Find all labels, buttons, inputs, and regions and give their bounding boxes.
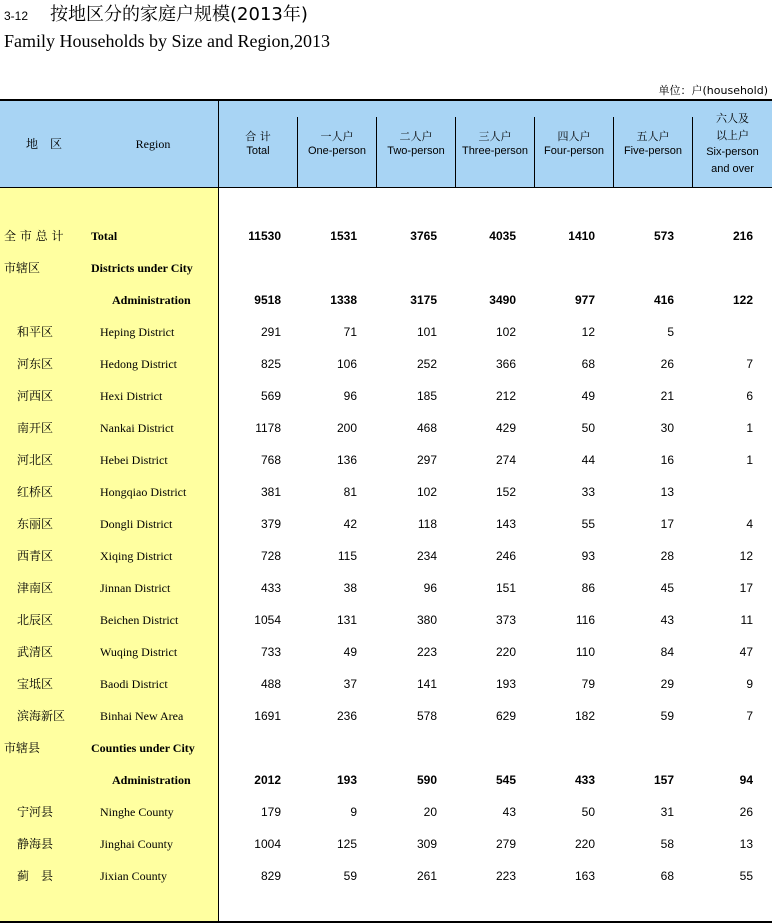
- divider-header: [613, 117, 614, 187]
- cell-value: 1: [746, 421, 753, 435]
- header-six-cn-line1: 六人及: [716, 112, 749, 125]
- cell-value: 5: [667, 325, 674, 339]
- region-name-en: Hongqiao District: [100, 485, 187, 499]
- cell-value: 488: [260, 677, 281, 691]
- cell-value: 4: [746, 517, 753, 531]
- cell-value: 1338: [330, 293, 357, 307]
- cell-value: 379: [260, 517, 281, 531]
- region-name-en: Counties under City: [91, 741, 195, 755]
- cell-value: 58: [660, 837, 674, 851]
- cell-value: 429: [495, 421, 516, 435]
- region-name-en: Xiqing District: [100, 549, 173, 563]
- region-name-cn: 西青区: [17, 549, 54, 563]
- divider-header: [534, 117, 535, 187]
- divider-header: [297, 117, 298, 187]
- header-two-person: [377, 101, 455, 187]
- header-one-en: One-person: [307, 145, 367, 157]
- cell-value: 116: [575, 613, 595, 627]
- cell-value: 1691: [254, 709, 281, 723]
- cell-value: 16: [660, 453, 674, 467]
- region-name-en: Jinghai County: [100, 837, 174, 851]
- cell-value: 93: [581, 549, 595, 563]
- cell-value: 33: [581, 485, 595, 499]
- region-name-cn: 市辖县: [4, 741, 41, 755]
- cell-value: 9: [746, 677, 753, 691]
- cell-value: 236: [336, 709, 357, 723]
- region-name-cn: 红桥区: [17, 485, 54, 499]
- cell-value: 118: [417, 517, 437, 531]
- region-name-en: Administration: [112, 293, 191, 307]
- cell-value: 94: [739, 773, 753, 787]
- cell-value: 3765: [410, 229, 437, 243]
- cell-value: 59: [343, 869, 357, 883]
- header-six-en-line2: and over: [711, 163, 754, 175]
- cell-value: 43: [502, 805, 516, 819]
- table-row: [0, 476, 772, 508]
- cell-value: 68: [581, 357, 595, 371]
- cell-value: 6: [746, 389, 753, 403]
- region-name-cn: 宁河县: [17, 805, 54, 819]
- cell-value: 590: [416, 773, 437, 787]
- cell-value: 182: [574, 709, 595, 723]
- cell-value: 1178: [255, 421, 281, 435]
- cell-value: 84: [660, 645, 674, 659]
- table-title-en: Family Households by Size and Region,2013: [4, 31, 330, 51]
- region-name-cn: 市辖区: [4, 261, 41, 275]
- cell-value: 68: [660, 869, 674, 883]
- region-name-cn: 和平区: [17, 325, 54, 339]
- table-row: [0, 732, 772, 764]
- cell-value: 193: [495, 677, 516, 691]
- cell-value: 163: [574, 869, 595, 883]
- cell-value: 110: [575, 645, 595, 659]
- unit-label: 单位：户(household): [658, 84, 768, 97]
- header-three-person: [456, 101, 534, 187]
- cell-value: 79: [581, 677, 595, 691]
- cell-value: 3175: [410, 293, 437, 307]
- cell-value: 151: [495, 581, 516, 595]
- cell-value: 291: [260, 325, 281, 339]
- header-four-person: [535, 101, 613, 187]
- cell-value: 47: [739, 645, 753, 659]
- table-title-chinese: 按地区分的家庭户规模(2013年): [50, 4, 308, 25]
- cell-value: 21: [660, 389, 674, 403]
- table-row: [0, 572, 772, 604]
- cell-value: 733: [260, 645, 281, 659]
- cell-value: 102: [495, 325, 516, 339]
- cell-value: 433: [260, 581, 281, 595]
- cell-value: 11: [740, 613, 753, 627]
- region-name-cn: 河西区: [17, 389, 54, 403]
- cell-value: 578: [416, 709, 437, 723]
- table-row: [0, 636, 772, 668]
- header-six-cn-line2: 以上户: [716, 129, 749, 142]
- header-one-person: [298, 101, 376, 187]
- region-name-cn: 蓟 县: [17, 869, 54, 883]
- table-row: [0, 540, 772, 572]
- table-row: [0, 348, 772, 380]
- cell-value: 143: [495, 517, 516, 531]
- cell-value: 141: [416, 677, 437, 691]
- region-name-cn: 静海县: [17, 837, 54, 851]
- cell-value: 12: [581, 325, 595, 339]
- cell-value: 246: [495, 549, 516, 563]
- table-title-cn: [4, 4, 308, 27]
- cell-value: 200: [336, 421, 357, 435]
- cell-value: 223: [416, 645, 437, 659]
- region-name-en: Hexi District: [100, 389, 163, 403]
- cell-value: 59: [660, 709, 674, 723]
- header-two-cn: 二人户: [399, 130, 433, 143]
- cell-value: 7: [746, 357, 753, 371]
- cell-value: 26: [660, 357, 674, 371]
- cell-value: 468: [416, 421, 437, 435]
- cell-value: 433: [574, 773, 595, 787]
- cell-value: 13: [739, 837, 753, 851]
- table-number: 3-12: [4, 9, 29, 23]
- header-total: [219, 101, 297, 187]
- header-six-plus: [693, 101, 772, 187]
- cell-value: 216: [732, 229, 753, 243]
- cell-value: 49: [581, 389, 595, 403]
- region-name-en: Beichen District: [100, 613, 179, 627]
- cell-value: 13: [660, 485, 674, 499]
- cell-value: 71: [343, 325, 357, 339]
- table-row: [0, 252, 772, 284]
- header-one-cn: 一人户: [320, 130, 354, 143]
- cell-value: 569: [260, 389, 281, 403]
- cell-value: 20: [423, 805, 437, 819]
- region-name-en: Baodi District: [100, 677, 168, 691]
- cell-value: 416: [653, 293, 674, 307]
- cell-value: 55: [581, 517, 595, 531]
- table-row: [0, 508, 772, 540]
- header-two-en: Two-person: [387, 145, 445, 157]
- region-name-en: Jinnan District: [100, 581, 171, 595]
- cell-value: 42: [343, 517, 357, 531]
- cell-value: 9: [350, 805, 357, 819]
- region-name-en: Heping District: [100, 325, 175, 339]
- cell-value: 49: [343, 645, 357, 659]
- cell-value: 185: [416, 389, 437, 403]
- cell-value: 86: [581, 581, 595, 595]
- table-row: [0, 316, 772, 348]
- cell-value: 2012: [254, 773, 281, 787]
- cell-value: 279: [495, 837, 516, 851]
- region-name-en: Total: [91, 229, 118, 243]
- cell-value: 26: [739, 805, 753, 819]
- cell-value: 106: [336, 357, 357, 371]
- cell-value: 43: [660, 613, 674, 627]
- table-row: [0, 764, 772, 796]
- cell-value: 12: [739, 549, 753, 563]
- table-row: [0, 668, 772, 700]
- cell-value: 297: [416, 453, 437, 467]
- table-row: [0, 796, 772, 828]
- table-row: [0, 828, 772, 860]
- cell-value: 37: [343, 677, 357, 691]
- cell-value: 115: [337, 549, 357, 563]
- cell-value: 7: [746, 709, 753, 723]
- cell-value: 96: [423, 581, 437, 595]
- header-three-cn: 三人户: [478, 130, 512, 143]
- header-six-en-line1: Six-person: [706, 146, 759, 158]
- header-region-cn: [0, 101, 88, 187]
- cell-value: 728: [260, 549, 281, 563]
- cell-value: 380: [416, 613, 437, 627]
- cell-value: 11530: [248, 229, 281, 243]
- cell-value: 1410: [568, 229, 595, 243]
- cell-value: 28: [660, 549, 674, 563]
- cell-value: 38: [343, 581, 357, 595]
- cell-value: 274: [495, 453, 516, 467]
- header-three-en: Three-person: [461, 145, 529, 157]
- cell-value: 1004: [254, 837, 281, 851]
- cell-value: 252: [416, 357, 437, 371]
- cell-value: 101: [416, 325, 437, 339]
- region-name-en: Wuqing District: [100, 645, 178, 659]
- region-name-en: Nankai District: [100, 421, 174, 435]
- cell-value: 152: [495, 485, 516, 499]
- cell-value: 545: [495, 773, 516, 787]
- region-name-cn: 东丽区: [17, 517, 54, 531]
- cell-value: 261: [416, 869, 437, 883]
- cell-value: 102: [416, 485, 437, 499]
- cell-value: 50: [581, 421, 595, 435]
- cell-value: 1054: [254, 613, 281, 627]
- cell-value: 1: [746, 453, 753, 467]
- divider-header: [376, 117, 377, 187]
- header-four-cn: 四人户: [557, 130, 591, 143]
- cell-value: 9518: [254, 293, 281, 307]
- cell-value: 179: [260, 805, 281, 819]
- header-four-en: Four-person: [544, 145, 604, 157]
- cell-value: 122: [732, 293, 753, 307]
- region-name-en: Dongli District: [100, 517, 173, 531]
- cell-value: 309: [416, 837, 437, 851]
- table-row: [0, 380, 772, 412]
- cell-value: 381: [260, 485, 281, 499]
- cell-value: 55: [739, 869, 753, 883]
- region-name-en: Jixian County: [100, 869, 168, 883]
- cell-value: 96: [343, 389, 357, 403]
- cell-value: 825: [260, 357, 281, 371]
- header-total-cn: 合 计: [245, 130, 271, 143]
- cell-value: 829: [260, 869, 281, 883]
- divider-header: [692, 117, 693, 187]
- region-name-cn: 全 市 总 计: [4, 229, 64, 243]
- cell-value: 50: [581, 805, 595, 819]
- divider-header: [455, 117, 456, 187]
- header-region-cn-label: 地 区: [25, 136, 62, 151]
- table-bottom-rule: [0, 921, 772, 923]
- table-row: [0, 220, 772, 252]
- header-region-en-label: Region: [135, 136, 171, 151]
- table-row: [0, 604, 772, 636]
- cell-value: 157: [653, 773, 674, 787]
- region-name-en: Administration: [112, 773, 191, 787]
- cell-value: 4035: [489, 229, 516, 243]
- cell-value: 131: [336, 613, 357, 627]
- table-row: [0, 444, 772, 476]
- cell-value: 17: [660, 517, 674, 531]
- header-five-en: Five-person: [623, 145, 683, 157]
- cell-value: 136: [336, 453, 357, 467]
- header-total-en: Total: [246, 145, 270, 157]
- cell-value: 1531: [330, 229, 357, 243]
- cell-value: 3490: [489, 293, 516, 307]
- cell-value: 17: [739, 581, 753, 595]
- region-name-en: Hebei District: [100, 453, 168, 467]
- region-name-en: Hedong District: [100, 357, 177, 371]
- cell-value: 31: [660, 805, 674, 819]
- region-name-cn: 北辰区: [17, 613, 54, 627]
- cell-value: 366: [495, 357, 516, 371]
- cell-value: 45: [660, 581, 674, 595]
- table-row: [0, 284, 772, 316]
- region-name-en: Ninghe County: [100, 805, 174, 819]
- cell-value: 212: [495, 389, 516, 403]
- cell-value: 768: [260, 453, 281, 467]
- region-name-en: Binhai New Area: [100, 709, 184, 723]
- cell-value: 193: [336, 773, 357, 787]
- region-name-cn: 宝坻区: [17, 677, 54, 691]
- table-row: [0, 860, 772, 892]
- cell-value: 573: [653, 229, 674, 243]
- region-name-cn: 滨海新区: [17, 709, 66, 723]
- cell-value: 30: [660, 421, 674, 435]
- region-name-cn: 津南区: [17, 581, 54, 595]
- cell-value: 629: [495, 709, 516, 723]
- region-name-cn: 河北区: [17, 453, 54, 467]
- cell-value: 977: [574, 293, 595, 307]
- cell-value: 44: [581, 453, 595, 467]
- cell-value: 29: [660, 677, 674, 691]
- cell-value: 373: [495, 613, 516, 627]
- cell-value: 220: [495, 645, 516, 659]
- cell-value: 81: [343, 485, 357, 499]
- cell-value: 234: [416, 549, 437, 563]
- table-row: [0, 700, 772, 732]
- region-name-cn: 武清区: [17, 645, 54, 659]
- region-name-cn: 河东区: [17, 357, 54, 371]
- header-five-cn: 五人户: [636, 130, 670, 143]
- header-region-en: [88, 101, 218, 187]
- region-name-cn: 南开区: [17, 421, 54, 435]
- table-row: [0, 412, 772, 444]
- region-name-en: Districts under City: [91, 261, 193, 275]
- header-five-person: [614, 101, 692, 187]
- cell-value: 220: [574, 837, 595, 851]
- cell-value: 125: [336, 837, 357, 851]
- cell-value: 223: [495, 869, 516, 883]
